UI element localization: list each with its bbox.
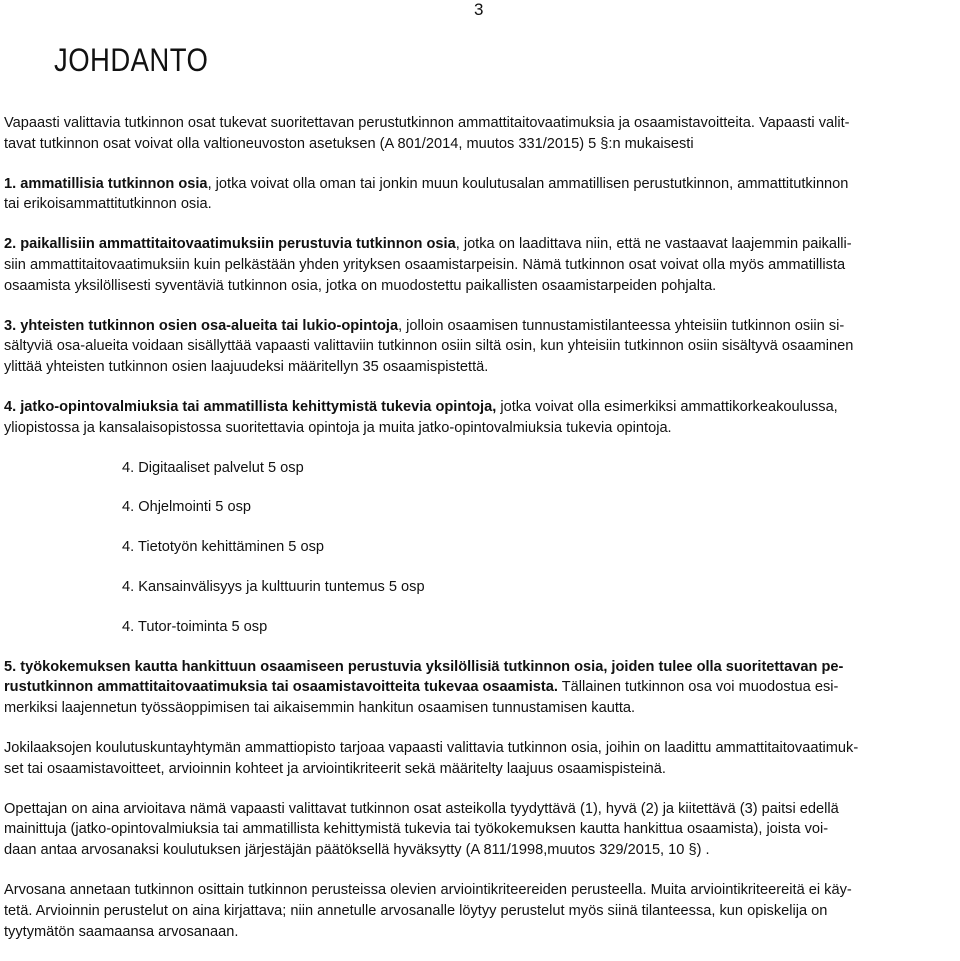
- sublist-item: 4. Digitaaliset palvelut 5 osp: [122, 459, 304, 476]
- list-item-2-text-3: osaamista yksilöllisesti syventäviä tutkinnon osia, jotka on muodostettu paikallisten osaamistarpeiden pohjalta.: [4, 277, 717, 294]
- opettaja-paragraph: [4, 799, 960, 861]
- opettaja-line-1: Opettajan on aina arvioitava nämä vapaasti valittavat tutkinnon osat asteikolla tyydyttävä (1), hyvä (2) ja kiitettävä (3) paitsi edellä: [4, 800, 839, 817]
- arvosana-line-1: Arvosana annetaan tutkinnon osittain tutkinnon perusteissa olevien arviointikriteereiden perusteella. Muita arviointikriteereitä ei käy-: [4, 881, 852, 898]
- list-item-2-text-1: , jotka on laadittava niin, että ne vastaavat laajemmin paikalli-: [455, 236, 852, 253]
- list-item-1: [4, 174, 960, 216]
- list-item-5: [4, 657, 960, 719]
- list-item-2-heading: 2. paikallisiin ammattitaitovaatimuksiin perustuvia tutkinnon osia: [4, 236, 456, 253]
- list-item-5-heading-2: rustutkinnon ammattitaitovaatimuksia tai osaamistavoitteita tukevaa osaamista.: [4, 679, 558, 696]
- page-number: 3: [474, 0, 484, 19]
- list-item-3-text-2: sältyviä osa-alueita voidaan sisällyttää vapaasti valittaviin tutkinnon osiin siltä osin, kun yhteisiin tutkinnon osiin sisältyvä osaaminen: [4, 338, 854, 355]
- arvosana-paragraph: [4, 880, 960, 942]
- list-item-4-text-2: yliopistossa ja kansalaisopistossa suoritettavia opintoja ja muita jatko-opintovalmiuksia tukevia opintoja.: [4, 419, 672, 436]
- list-item-5-heading-1: 5. työkokemuksen kautta hankittuun osaamiseen perustuvia yksilöllisiä tutkinnon osia, joiden tulee olla suoritettavan pe-: [4, 658, 844, 675]
- arvosana-line-2: tetä. Arvioinnin perustelut on aina kirjattava; niin annetulle arvosanalle löytyy perustelut myös siinä tilanteessa, kun opiskelija on: [4, 902, 828, 919]
- list-item-3-text-1: , jolloin osaamisen tunnustamistilanteessa yhteisiin tutkinnon osiin si-: [398, 317, 845, 334]
- list-item-1-heading: 1. ammatillisia tutkinnon osia: [4, 175, 208, 192]
- sublist-item: 4. Tietotyön kehittäminen 5 osp: [122, 539, 325, 556]
- list-item-4-heading: 4. jatko-opintovalmiuksia tai ammatillista kehittymistä tukevia opintoja,: [4, 398, 497, 415]
- list-item-2-text-2: siin ammattitaitovaatimuksiin kuin pelkästään yhden yrityksen osaamistarpeisin. Nämä tutkinnon osat voivat olla myös ammatillista: [4, 256, 846, 273]
- jokilaakso-paragraph: [4, 738, 960, 780]
- list-item-1-text-1: , jotka voivat olla oman tai jonkin muun koulutusalan ammatillisen perustutkinnon, ammattitutkinnon: [207, 175, 849, 192]
- opettaja-line-3: daan antaa arvosanaksi koulutuksen järjestäjän päätöksellä hyväksytty (A 811/1998,muutos 329/2015, 10 §) .: [4, 842, 710, 859]
- list-item-3-heading: 3. yhteisten tutkinnon osien osa-alueita tai lukio-opintoja: [4, 317, 399, 334]
- sublist-item: 4. Kansainvälisyys ja kulttuurin tuntemus 5 osp: [122, 578, 425, 595]
- course-sublist: [4, 458, 960, 638]
- intro-line-2: tavat tutkinnon osat voivat olla valtioneuvoston asetuksen (A 801/2014, muutos 331/2015) 5 §:n mukaisesti: [4, 135, 694, 152]
- list-item-5-text-2: Tällainen tutkinnon osa voi muodostua esi-: [557, 679, 839, 696]
- opettaja-line-2: mainittuja (jatko-opintovalmiuksia tai ammatillista kehittymistä tukevia tai työkokemuksen kautta hankittua osaamista), joista voi-: [4, 821, 829, 838]
- list-item-3: [4, 316, 960, 378]
- jokilaakso-line-1: Jokilaaksojen koulutuskuntayhtymän ammattiopisto tarjoaa vapaasti valittavia tutkinnon osia, joihin on laadittu ammattitaitovaatimuk-: [4, 739, 859, 756]
- list-item-4-text-1: jotka voivat olla esimerkiksi ammattikorkeakoulussa,: [496, 398, 838, 415]
- list-item-3-text-3: ylittää yhteisten tutkinnon osien laajuudeksi määritellyn 35 osaamispistettä.: [4, 359, 489, 376]
- intro-line-1: Vapaasti valittavia tutkinnon osat tukevat suoritettavan perustutkinnon ammattitaitovaatimuksia ja osaamistavoitteita. Vapaasti valit-: [4, 115, 850, 131]
- document-body: [4, 113, 960, 961]
- sublist-item: 4. Ohjelmointi 5 osp: [122, 499, 251, 516]
- list-item-2: [4, 234, 960, 296]
- list-item-1-text-2: tai erikoisammattitutkinnon osia.: [4, 196, 212, 213]
- arvosana-line-3: tyytymätön saamaansa arvosanaan.: [4, 923, 239, 940]
- intro-paragraph: [4, 113, 960, 155]
- page-title: JOHDANTO: [54, 42, 209, 78]
- jokilaakso-line-2: set tai osaamistavoitteet, arvioinnin kohteet ja arviointikriteerit sekä määritelty laajuus osaamispisteinä.: [4, 760, 666, 777]
- list-item-5-text-3: merkiksi laajennetun työssäoppimisen tai aikaisemmin hankitun osaamisen tunnustamisen kautta.: [4, 700, 636, 717]
- sublist-item: 4. Tutor-toiminta 5 osp: [122, 618, 268, 635]
- list-item-4: [4, 397, 960, 439]
